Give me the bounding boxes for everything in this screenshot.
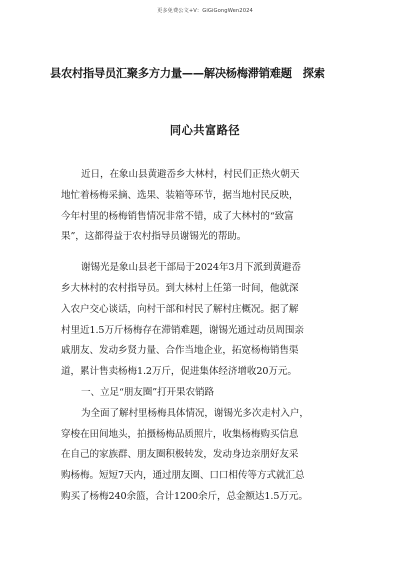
- text-line: 在自己的家族群、朋友圈积极转发，发动身边亲朋好友采: [61, 449, 299, 461]
- text-line: 穿梭在田间地头，拍摄杨梅品质照片，收集杨梅购买信息: [61, 428, 299, 440]
- header-note: 更多免费公文+V：GiGiGongWen2024: [157, 8, 253, 14]
- text-line: 村里近1.5万斤杨梅存在滞销难题，谢锡光通过动员周围亲: [61, 324, 304, 336]
- text-line: 今年村里的杨梅销售情况非常不错，成了大林村的“致富: [61, 210, 294, 222]
- text-line: 为全面了解村里杨梅具体情况，谢锡光多次走村入户，: [81, 407, 309, 419]
- document-body: [61, 165, 358, 508]
- document-subtitle: 同心共富路径: [169, 124, 241, 137]
- text-line: 道，累计售卖杨梅1.2万斤，促进集体经济增收20万元。: [61, 366, 297, 378]
- text-line: 近日，在象山县黄避岙乡大林村，村民们正热火朝天: [81, 169, 300, 180]
- paragraph-2: [61, 258, 358, 383]
- text-line: 购买了杨梅240余篮，合计1200余斤，总金额达1.5万元。: [61, 490, 308, 502]
- text-line: 戚朋友、发动乡贤力量、合作当地企业，拓宽杨梅销售渠: [61, 345, 299, 357]
- paragraph-3: [61, 404, 358, 508]
- document-title: 县农村指导员汇聚多方力量——解决杨梅滞销难题 探索: [50, 67, 325, 80]
- text-line: 乡大林村的农村指导员。到大林村上任第一时间，他就深: [61, 282, 299, 294]
- text-line: 入农户交心谈话，向村干部和村民了解村庄概况。据了解: [61, 303, 299, 315]
- text-line: 果”，这都得益于农村指导员谢锡光的帮助。: [61, 231, 247, 243]
- paragraph-1: [61, 165, 358, 248]
- text-line: 谢锡光是象山县老干部局于2024年3月下派到黄避岙: [81, 262, 301, 274]
- section-heading: 一、立足“朋友圈”打开果农销路: [81, 386, 215, 398]
- text-line: 购杨梅。短短7天内，通过朋友圈、口口相传等方式就汇总: [61, 470, 305, 482]
- text-line: 地忙着杨梅采摘、选果、装箱等环节，据当地村民反映，: [61, 189, 299, 201]
